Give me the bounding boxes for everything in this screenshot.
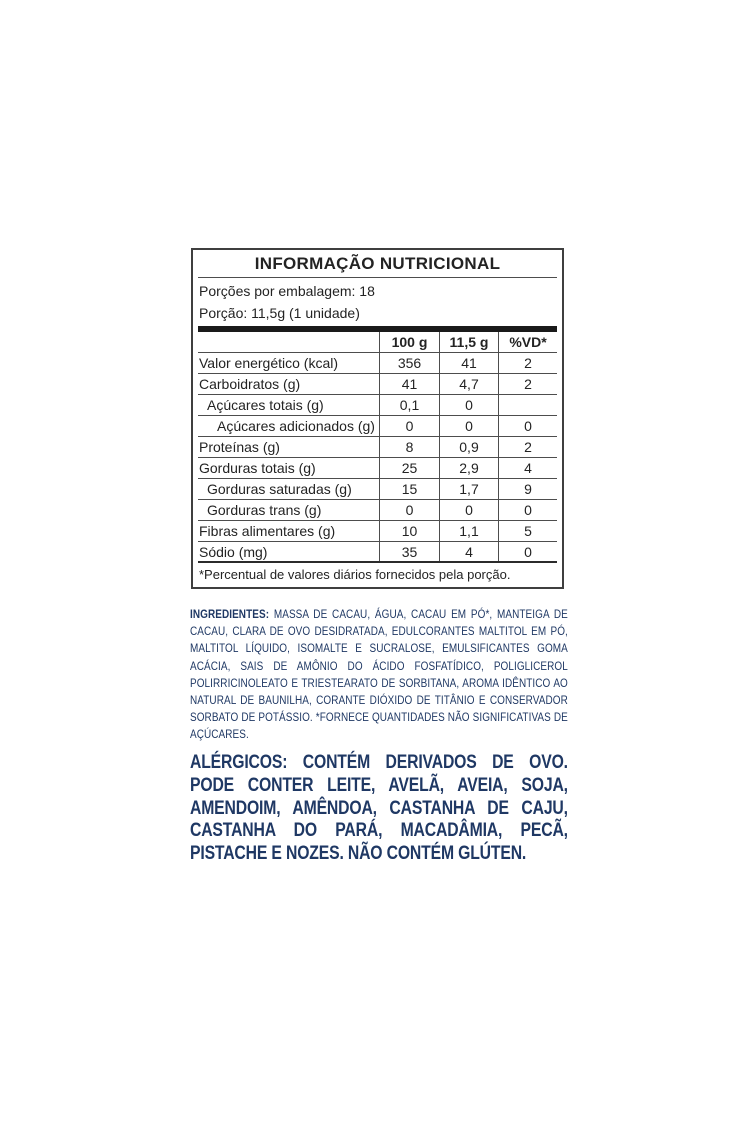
value-dv [498, 395, 557, 415]
value-dv: 2 [498, 374, 557, 394]
row-label: Gorduras saturadas (g) [207, 481, 352, 497]
value-dv: 4 [498, 458, 557, 478]
value-serving: 0,9 [439, 437, 498, 457]
serving-size: Porção: 11,5g (1 unidade) [199, 305, 360, 321]
nutrition-table [191, 248, 564, 589]
table-row-energy [198, 353, 557, 374]
value-serving: 1,1 [439, 521, 498, 541]
value-100g: 41 [379, 374, 439, 394]
header-col-100g: 100 g [379, 332, 439, 352]
value-100g: 25 [379, 458, 439, 478]
column-header-row [198, 332, 557, 353]
value-dv: 9 [498, 479, 557, 499]
row-label: Carboidratos (g) [199, 376, 301, 392]
table-row-sodium [198, 542, 557, 563]
header-col-dv: %VD* [498, 332, 557, 352]
row-label: Sódio (mg) [199, 543, 268, 560]
daily-value-footnote: *Percentual de valores diários fornecidos pela porção. [199, 567, 511, 582]
row-label: Açúcares adicionados (g) [217, 418, 375, 434]
value-100g: 0 [379, 500, 439, 520]
table-row-fiber [198, 521, 557, 542]
value-dv: 0 [498, 542, 557, 561]
value-100g: 0,1 [379, 395, 439, 415]
table-row-carbs [198, 374, 557, 395]
value-dv: 0 [498, 500, 557, 520]
table-row-saturated-fat [198, 479, 557, 500]
allergens-paragraph: ALÉRGICOS: CONTÉM DERIVADOS DE OVO. PODE CONTER LEITE, AVELÃ, AVEIA, SOJA, AMENDOIM, AMÊNDOA, CASTANHA DE CAJU, CASTANHA DO PARÁ, MACADÂMIA, PECÃ, PISTACHE E NOZES. NÃO CONTÉM GLÚTEN. [190, 751, 568, 865]
value-100g: 35 [379, 542, 439, 561]
value-serving: 2,9 [439, 458, 498, 478]
value-dv: 2 [498, 353, 557, 373]
value-serving: 0 [439, 416, 498, 436]
row-label: Proteínas (g) [199, 439, 280, 455]
table-row-protein [198, 437, 557, 458]
value-serving: 4 [439, 542, 498, 561]
row-label: Açúcares totais (g) [207, 397, 324, 413]
value-100g: 0 [379, 416, 439, 436]
ingredients-text: MASSA DE CACAU, ÁGUA, CACAU EM PÓ*, MANTEIGA DE CACAU, CLARA DE OVO DESIDRATADA, EDULCORANTES MALTITOL EM PÓ, MALTITOL LÍQUIDO, ISOMALTE E SUCRALOSE, EMULSIFICANTES GOMA ACÁCIA, SAIS DE AMÔNIO DO ÁCIDO FOSFATÍDICO, POLIGLICEROL POLIRRICINOLEATO E TRIESTEARATO DE SORBITANA, AROMA IDÊNTICO AO NATURAL DE BAUNILHA, CORANTE DIÓXIDO DE TITÂNIO E CONSERVADOR SORBATO DE POTÁSSIO. *FORNECE QUANTIDADES NÃO SIGNIFICATIVAS DE AÇÚCARES. [190, 607, 568, 742]
header-label-spacer [198, 332, 379, 352]
row-label: Gorduras totais (g) [199, 460, 316, 476]
table-row-total-fat [198, 458, 557, 479]
value-100g: 8 [379, 437, 439, 457]
value-serving: 0 [439, 395, 498, 415]
row-label: Valor energético (kcal) [199, 355, 339, 371]
value-serving: 4,7 [439, 374, 498, 394]
value-dv: 2 [498, 437, 557, 457]
table-row-trans-fat [198, 500, 557, 521]
value-dv: 0 [498, 416, 557, 436]
value-dv: 5 [498, 521, 557, 541]
value-100g: 10 [379, 521, 439, 541]
value-serving: 0 [439, 500, 498, 520]
servings-per-package: Porções por embalagem: 18 [199, 283, 375, 299]
ingredients-label: INGREDIENTES: [190, 607, 270, 621]
row-label: Fibras alimentares (g) [199, 523, 336, 539]
ingredients-paragraph [190, 606, 568, 744]
value-serving: 41 [439, 353, 498, 373]
value-serving: 1,7 [439, 479, 498, 499]
table-row-added-sugars [198, 416, 557, 437]
value-100g: 356 [379, 353, 439, 373]
row-label: Gorduras trans (g) [207, 502, 322, 518]
table-title: INFORMAÇÃO NUTRICIONAL [198, 250, 557, 278]
table-row-total-sugars [198, 395, 557, 416]
value-100g: 15 [379, 479, 439, 499]
header-col-serving: 11,5 g [439, 332, 498, 352]
